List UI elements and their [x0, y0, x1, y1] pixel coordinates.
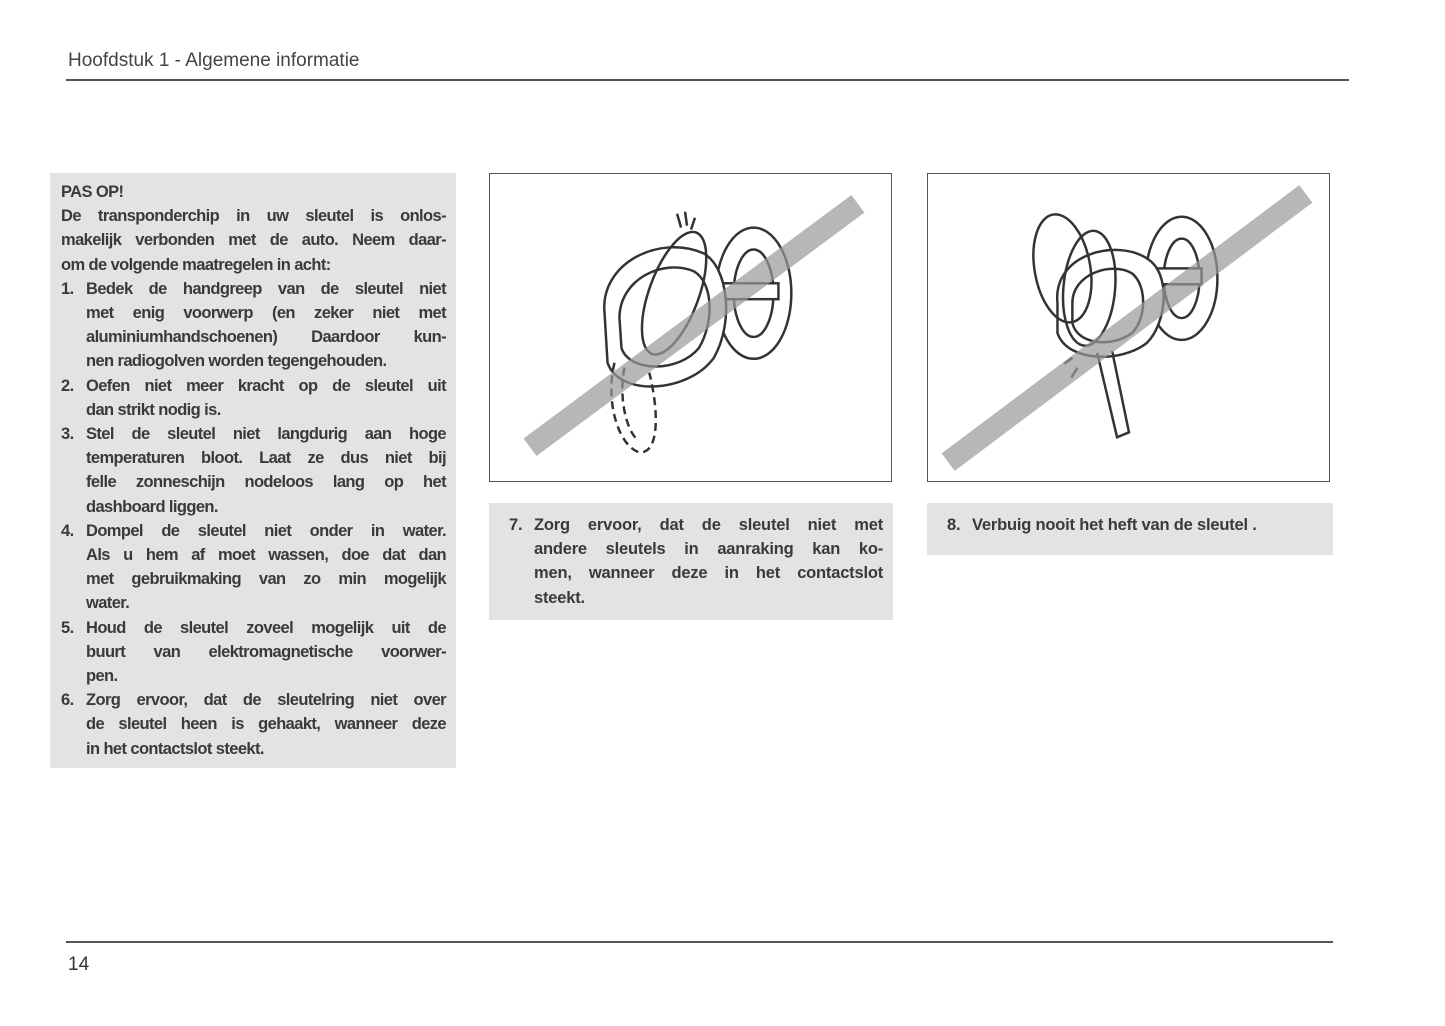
item-number: 4. — [61, 521, 74, 540]
list-item-line: andere sleutels in aanraking kan ko- — [534, 540, 883, 559]
caption-7 — [489, 503, 893, 620]
header-divider — [66, 79, 1349, 81]
list-item-line: met gebruikmaking van zo min mogelijk — [86, 570, 446, 589]
warning-title: PAS OP! — [61, 183, 124, 201]
list-item-line — [61, 277, 446, 301]
item-text: Dompel de sleutel niet onder in water. — [86, 521, 446, 540]
list-item-line: water. — [86, 594, 130, 613]
list-item-line: temperaturen bloot. Laat ze dus niet bij — [86, 449, 446, 468]
list-item-line — [61, 519, 446, 543]
key-illustration-8 — [928, 174, 1329, 481]
list-item-line — [947, 513, 1323, 537]
intro-line: om de volgende maatregelen in acht: — [61, 255, 331, 274]
list-item-line: pen. — [86, 667, 118, 686]
item-text: Bedek de handgreep van de sleutel niet — [86, 279, 446, 298]
item-number: 2. — [61, 376, 74, 395]
item-number: 6. — [61, 691, 74, 710]
list-item-line: nen radiogolven worden tegengehouden. — [86, 352, 387, 371]
item-text: Houd de sleutel zoveel mogelijk uit de — [86, 618, 446, 637]
intro-line: makelijk verbonden met de auto. Neem daar- — [61, 231, 446, 250]
caption-8 — [927, 503, 1333, 555]
item-number: 5. — [61, 618, 74, 637]
list-item-line: de sleutel heen is gehaakt, wanneer deze — [86, 715, 446, 734]
list-item-line: buurt van elektromagnetische voorwer- — [86, 642, 446, 661]
list-item-line — [61, 616, 446, 640]
warning-box — [50, 173, 456, 768]
list-item-line: dan strikt nodig is. — [86, 400, 221, 419]
list-item-line: in het contactslot steekt. — [86, 739, 264, 758]
list-item-line: men, wanneer deze in het contactslot — [534, 564, 883, 583]
figure-key-with-other-keys — [489, 173, 892, 482]
list-item-line: met enig voorwerp (en zeker niet met — [86, 304, 446, 323]
page-number: 14 — [68, 954, 90, 975]
item-number: 3. — [61, 425, 74, 444]
item-text: Verbuig nooit het heft van de sleutel . — [972, 516, 1257, 534]
item-text: Oefen niet meer kracht op de sleutel uit — [86, 376, 446, 395]
item-number: 7. — [509, 516, 523, 534]
item-text: Stel de sleutel niet langdurig aan hoge — [86, 425, 446, 444]
prohibited-stroke — [530, 204, 858, 447]
list-item-line — [509, 513, 883, 537]
footer-divider — [66, 941, 1333, 943]
list-item-line: Als u hem af moet wassen, doe dat dan — [86, 546, 446, 565]
list-item-line — [61, 374, 446, 398]
figure-bent-key — [927, 173, 1330, 482]
item-text: Zorg ervoor, dat de sleutelring niet over — [86, 691, 446, 710]
chapter-header: Hoofdstuk 1 - Algemene informatie — [68, 50, 360, 71]
key-illustration-7 — [490, 174, 891, 481]
list-item-line: dashboard liggen. — [86, 497, 218, 516]
list-item-line: felle zonneschijn nodeloos lang op het — [86, 473, 446, 492]
item-number: 1. — [61, 279, 74, 298]
item-text: Zorg ervoor, dat de sleutel niet met — [534, 516, 883, 534]
intro-line: De transponderchip in uw sleutel is onlos- — [61, 207, 446, 226]
item-number: 8. — [947, 516, 961, 534]
list-item-line: aluminiumhandschoenen) Daardoor kun- — [86, 328, 446, 347]
list-item-line — [61, 688, 446, 712]
list-item-line: steekt. — [534, 588, 585, 607]
list-item-line — [61, 422, 446, 446]
